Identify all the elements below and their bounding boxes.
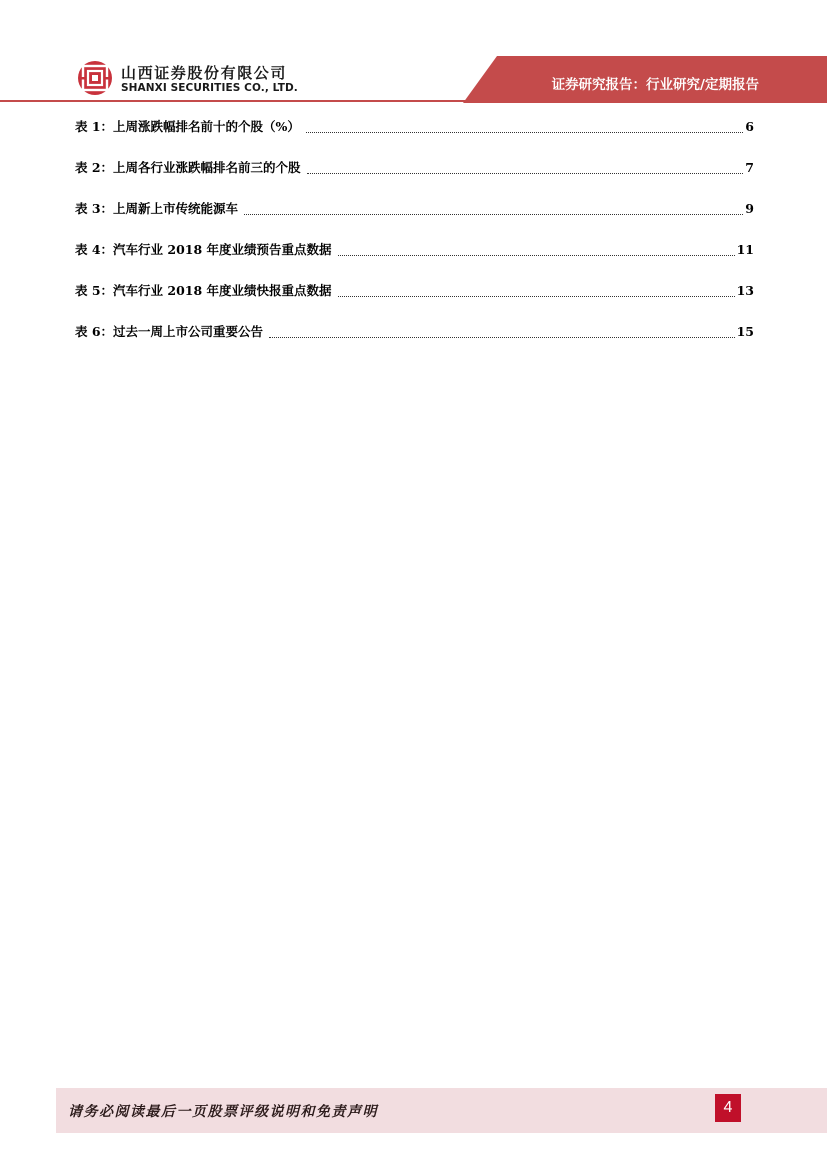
toc-leader-dots [307,159,744,174]
toc-entry-page: 9 [745,201,754,216]
page-number-badge: 4 [715,1094,741,1122]
company-name-en: SHANXI SECURITIES CO., LTD. [121,82,298,94]
table-of-tables [75,116,754,362]
report-type-label: 证券研究报告：行业研究/定期报告 [551,77,759,93]
toc-entry-label: 表 2：上周各行业涨跌幅排名前三的个股 [75,160,301,175]
toc-entry-page: 15 [736,324,754,339]
toc-entry-page: 7 [745,160,754,175]
toc-leader-dots [269,323,735,338]
toc-entry[interactable] [75,198,754,239]
page-header [0,0,827,104]
toc-entry[interactable] [75,280,754,321]
toc-entry[interactable] [75,321,754,362]
toc-entry[interactable] [75,157,754,198]
toc-entry[interactable] [75,116,754,157]
toc-entry-page: 6 [745,119,754,134]
toc-leader-dots [244,200,743,215]
toc-entry-label: 表 6：过去一周上市公司重要公告 [75,324,264,339]
disclaimer-note: 请务必阅读最后一页股票评级说明和免责声明 [68,1104,378,1120]
company-name-cn: 山西证券股份有限公司 [121,64,288,82]
toc-entry-label: 表 3：上周新上市传统能源车 [75,201,239,216]
toc-leader-dots [338,241,735,256]
toc-leader-dots [306,118,743,133]
toc-leader-dots [338,282,735,297]
company-logo-icon [77,60,113,96]
toc-entry-page: 13 [736,283,754,298]
toc-entry-label: 表 5：汽车行业 2018 年度业绩快报重点数据 [75,283,332,298]
toc-entry[interactable] [75,239,754,280]
toc-entry-page: 11 [736,242,754,257]
toc-entry-label: 表 1：上周涨跌幅排名前十的个股（%） [75,119,300,134]
toc-entry-label: 表 4：汽车行业 2018 年度业绩预告重点数据 [75,242,332,257]
page-footer [56,1088,827,1133]
